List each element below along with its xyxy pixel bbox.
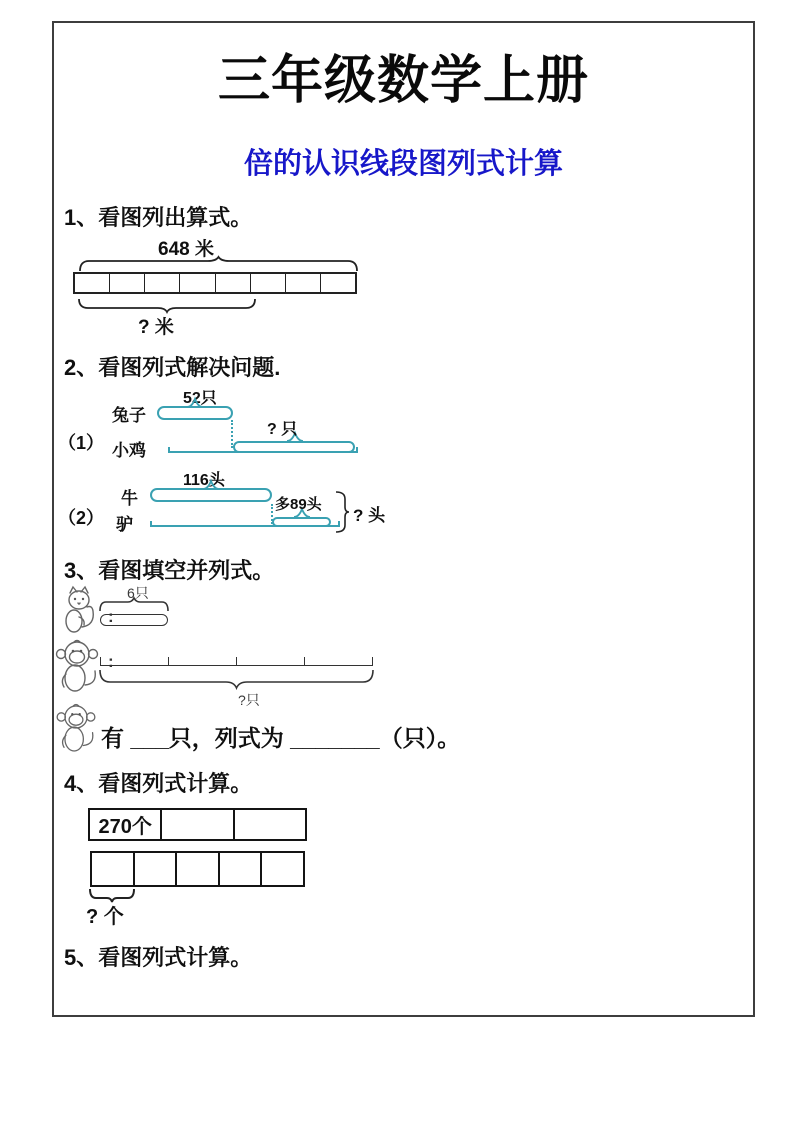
bar-cell bbox=[251, 274, 286, 292]
q3-fill-text: 有 ___只，列式为 _______（只）。 bbox=[101, 725, 461, 751]
bar-cell bbox=[321, 274, 355, 292]
q3-heading: 3、看图填空并列式。 bbox=[64, 558, 275, 583]
q2b-row1-label: 牛 bbox=[121, 489, 138, 508]
q1-part-label: ? 米 bbox=[138, 317, 174, 338]
bar-cell bbox=[180, 274, 215, 292]
q4-bottom-bar bbox=[90, 851, 305, 887]
q3-bottom-brace-icon bbox=[100, 670, 373, 688]
bar-cell bbox=[145, 274, 180, 292]
q2a-rabbit-brace-icon bbox=[187, 399, 203, 407]
q1-bottom-brace-icon bbox=[79, 299, 255, 312]
q2b-right-brace-icon bbox=[336, 491, 349, 533]
bar-cell bbox=[177, 853, 220, 885]
bar-cell bbox=[90, 810, 162, 839]
q2b-extra-label: 多89头 bbox=[275, 496, 322, 513]
bar-cell bbox=[110, 274, 145, 292]
bar-cell bbox=[135, 853, 178, 885]
bar-cell bbox=[235, 810, 305, 839]
q4-top-bar bbox=[88, 808, 307, 841]
q2-heading: 2、看图列式解决问题. bbox=[64, 355, 281, 380]
q2a-rabbit-bar bbox=[157, 406, 233, 420]
bar-cell bbox=[92, 853, 135, 885]
page-title: 三年级数学上册 bbox=[217, 53, 589, 110]
squirrel-icon bbox=[57, 585, 101, 635]
tick-segment bbox=[236, 657, 304, 665]
q1-top-brace-icon bbox=[80, 257, 357, 271]
q2b-index: （2） bbox=[58, 508, 105, 528]
tick-segment bbox=[304, 657, 372, 665]
q2a-known-label: 52只 bbox=[183, 390, 217, 407]
q2a-row1-label: 兔子 bbox=[112, 406, 146, 425]
q2b-donkey-extra-bar bbox=[272, 517, 331, 527]
page-subtitle: 倍的认识线段图列式计算 bbox=[243, 148, 563, 180]
q2b-cow-brace-icon bbox=[203, 481, 219, 489]
q2a-index: （1） bbox=[58, 433, 105, 453]
bar-cell bbox=[220, 853, 263, 885]
tick-segment bbox=[100, 657, 168, 665]
q2b-known-label: 116头 bbox=[183, 472, 225, 489]
q4-bar1-label: 270个 bbox=[98, 816, 152, 838]
q2b-row2-label: 驴 bbox=[116, 515, 133, 534]
q3-small-label: 6只 bbox=[127, 585, 149, 601]
q1-total-label: 648 米 bbox=[158, 239, 214, 260]
q5-heading: 5、看图列式计算。 bbox=[64, 945, 253, 970]
bar-cell bbox=[75, 274, 110, 292]
q2b-cow-bar bbox=[150, 488, 272, 502]
q3-tick-line bbox=[100, 657, 373, 666]
tick-segment bbox=[168, 657, 236, 665]
q3-row1-colon: : bbox=[108, 607, 114, 626]
q3-top-brace-icon bbox=[100, 598, 168, 611]
bar-cell bbox=[216, 274, 251, 292]
q1-segment-bar bbox=[73, 272, 357, 294]
q3-small-bar bbox=[100, 614, 168, 626]
monkey-icon bbox=[52, 638, 102, 694]
q2a-unknown-label: ? 只 bbox=[267, 421, 298, 438]
q1-heading: 1、看图列出算式。 bbox=[64, 205, 253, 230]
bar-cell bbox=[262, 853, 303, 885]
q2b-unknown-label: ? 头 bbox=[353, 506, 386, 525]
q2a-chick-extra-bar bbox=[233, 441, 355, 453]
q4-heading: 4、看图列式计算。 bbox=[64, 771, 253, 796]
q3-row2-colon: : bbox=[108, 652, 114, 671]
q4-unknown-label: ? 个 bbox=[86, 906, 124, 928]
q2a-row2-label: 小鸡 bbox=[112, 441, 146, 460]
monkey-icon bbox=[53, 702, 99, 754]
bar-cell bbox=[286, 274, 321, 292]
bar-cell bbox=[162, 810, 234, 839]
q3-big-label: ?只 bbox=[238, 692, 260, 708]
